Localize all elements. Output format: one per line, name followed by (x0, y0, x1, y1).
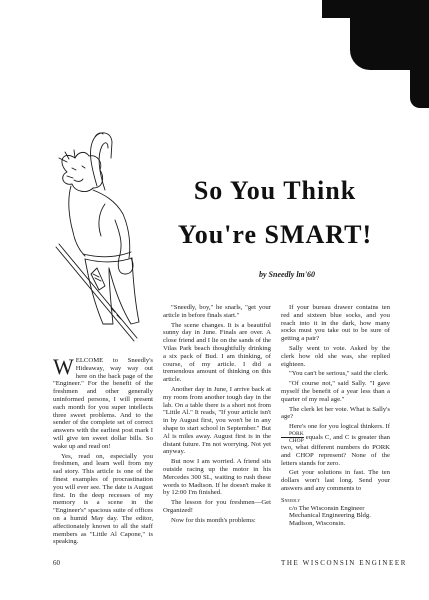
fraction-numerator: PORK (281, 431, 304, 438)
torn-page-corner (322, 0, 429, 18)
sally-problem-2: "You can't be serious," said the clerk. (289, 370, 389, 378)
address-line-3: Madison, Wisconsin. (289, 520, 346, 528)
pork-chop-fraction (281, 431, 304, 444)
pork-chop-rest: equals C, and C is greater than two, what different numbers do PORK and CHOP represent? None of the letters stands for zero. (281, 433, 391, 467)
fraction-denominator: CHOP (289, 437, 304, 444)
pork-chop-intro: Here's one for you logical thinkers. If (289, 423, 390, 431)
page-number: 60 (53, 559, 60, 567)
address-line-2: Mechanical Engineering Bldg. (289, 512, 371, 520)
middle-paragraph-5: The lesson for you freshmen—Get Organized! (163, 499, 271, 514)
story-paragraph: Yes, read on, especially you freshmen, and learn well from my sad story. This article is one of the finest examples of procrastination you will ever see. The date is August first. In the deep recesses of my memory is a scene in the "Engineer's" spacious suite of offices on a humid May day. The editor, affectionately known to all the staff members as "Little Al Capone," is speaking. (53, 452, 153, 546)
closing-paragraph: Get your solutions in fast. The ten dollars won't last long. Send your answers and any comments to (281, 469, 390, 492)
intro-paragraph (53, 354, 153, 451)
torn-page-strip (410, 70, 429, 108)
pork-chop-problem (281, 423, 390, 467)
middle-paragraph-1: "Sneedly, boy," he snarls, "get your article in before finals start." (163, 304, 271, 319)
article-title-line-2: You're SMART! (177, 220, 373, 249)
sally-problem-3: "Of course not," said Sally. "I gave myself the benefit of a year less than a quarter of my real age." (281, 380, 390, 403)
sally-problem-1: Sally went to vote. Asked by the clerk how old she was, she replied eighteen. (281, 344, 390, 368)
article-title-line-1: So You Think (193, 176, 357, 205)
middle-paragraph-3: Another day in June, I arrive back at my room from another tough day in the lab. On a table there is a short not from "Little Al." It reads, "If your article isn't in by August first, you won't be in any shape to start school in September." But Al is miles away. August first is in the distant future. I'm not worrying. Not yet anyway. (163, 385, 271, 456)
middle-paragraph-4: But now I am worried. A friend sits outside racing up the motor in his Mercedes 300 SL, waiting to rush these words to Madison. If he doesn't make it by 12:00 I'm finished. (163, 458, 271, 497)
drop-cap: W (53, 354, 74, 379)
socks-problem: If your bureau drawer contains ten red and sixteen blue socks, and you reach into it in the dark, how many socks must you take out to be sure of getting a pair? (281, 304, 390, 343)
address-line-1: c/o The Wisconsin Engineer (289, 504, 365, 512)
middle-paragraph-2: The scene changes. It is a beautiful sunny day in June. Finals are over. A close friend and I lie on the sands of the Vilas Park beach thoughtfully drinking a six pack of Bud. I am thinking, of course, of my article. I did a tremendous amount of thinking on this article. (163, 321, 271, 384)
right-column (281, 304, 390, 528)
sally-problem-4: The clerk let her vote. What is Sally's age? (281, 405, 390, 421)
byline: by Sneedly lm'60 (259, 270, 315, 279)
publication-name: THE WISCONSIN ENGINEER (281, 559, 408, 567)
middle-paragraph-6: Now for this month's problems: (171, 516, 256, 524)
intro-text: ELCOME to Sneedly's Hideaway, way way out here on the back page of the "Engineer." For the benefit of the freshmen and other generally uninformed persons, I will present each month for you super intellects three sweet problems. And to the sender of the complete set of correct answers with the earliest post mark I will give ten sweet dollar bills. So wake up and read on! (53, 357, 153, 450)
left-column (53, 354, 153, 548)
middle-column (163, 304, 271, 527)
signature: Sneedly (281, 496, 301, 504)
torn-page-edge (350, 18, 429, 70)
